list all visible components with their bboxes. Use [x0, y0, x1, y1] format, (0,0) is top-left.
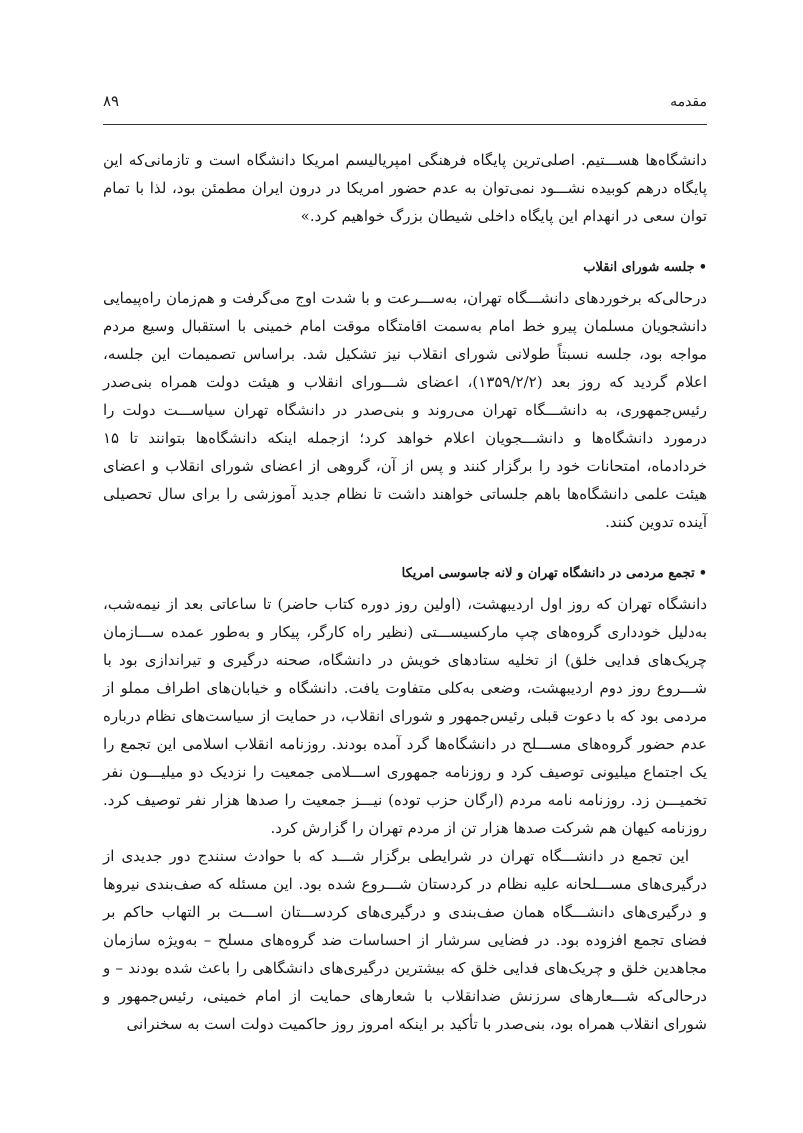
section-heading-public-gathering [103, 562, 707, 586]
page-number: ۸۹ [103, 92, 120, 110]
running-header [103, 92, 707, 118]
paragraph-revolution-council: درحالی‌که برخوردهای دانشـــگاه تهران، به‌ســـرعت و با شدت اوج می‌گرفت و هم‌زمان راه‌پیمایی دانشجویان مسلمان پیرو خط امام به‌سمت اقامتگاه موقت امام خمینی با استقبال وسیع مردم مواجه بود، جلسه نسبتاً طولانی شورای انقلاب نیز تشکیل شد. براساس تصمیمات این جلسه، اعلام گردید که روز بعد (۱۳۵۹/۲/۲)، اعضای شـــورای انقلاب و هیئت دولت همراه بنی‌صدر رئیس‌جمهوری، به دانشـــگاه تهران می‌روند و بنی‌صدر در دانشگاه تهران سیاســـت دولت را درمورد دانشگاه‌ها و دانشـــجویان اعلام خواهد کرد؛ ازجمله اینکه دانشگاه‌ها بتوانند تا ۱۵ خردادماه، امتحانات خود را برگزار کنند و پس از آن، گروهی از اعضای شورای انقلاب و اعضای هیئت علمی دانشگاه‌ها باهم جلساتی خواهند داشت تا نظام جدید آموزشی را برای سال تحصیلی آینده تدوین کنند. [103, 289, 707, 531]
paragraph-gathering-context: این تجمع در دانشـــگاه تهران در شرایطی برگزار شـــد که با حوادث سنندج دور جدیدی از درگیری‌های مســـلحانه علیه نظام در کردستان شـــروع شده بود. این مسئله که صف‌بندی نیروها و درگیری‌های دانشـــگاه همان صف‌بندی و درگیری‌های کردســـتان اســـت بر التهاب حاکم بر فضای تجمع افزوده بود. در فضایی سرشار از احساسات ضد گروه‌های مسلح – به‌ویژه سازمان مجاهدین خلق و چریک‌های فدایی خلق که بیشترین درگیری‌های دانشگاهی را باعث شده بودند – و درحالی‌که شـــعارهای سرزنش ضدانقلاب با شعارهای حمایت از امام خمینی، رئیس‌جمهور و شورای انقلاب همراه بود، بنی‌صدر با تأکید بر اینکه امروز روز حاکمیت دولت است به سخنرانی [103, 847, 707, 1033]
body-text [103, 146, 707, 1038]
paragraph-quote-ending: دانشگاه‌ها هســـتیم. اصلی‌ترین پایگاه فرهنگی امپریالیسم امریکا دانشگاه است و تازمانی‌که این پایگاه درهم کوبیده نشـــود نمی‌توان به عدم حضور امریکا در درون ایران مطمئن بود، لذا با تمام توان سعی در انهدام این پایگاه داخلی شیطان بزرگ خواهیم کرد.» [103, 151, 707, 225]
section-heading-revolution-council [103, 256, 707, 280]
bullet-icon: • [698, 260, 707, 275]
header-divider [103, 124, 707, 125]
paragraph-tehran-university: دانشگاه تهران که روز اول اردیبهشت، (اولین روز دوره کتاب حاضر) تا ساعاتی بعد از نیمه‌شب، به‌دلیل خودداری گروه‌های چپ مارکسیســـتی (نظیر راه کارگر، پیکار و به‌طور عمده ســـازمان چریک‌های فدایی خلق) از تخلیه ستادهای خویش در دانشگاه، صحنه درگیری و تیراندازی بود با شـــروع روز دوم اردیبهشت، وضعی به‌کلی متفاوت یافت. دانشگاه و خیابان‌های اطراف مملو از مردمی بود که با دعوت قبلی رئیس‌جمهور و شورای انقلاب، در حمایت از سیاست‌های نظام درباره عدم حضور گروه‌های مســـلح در دانشگاه‌ها گرد آمده بودند. روزنامه انقلاب اسلامی این تجمع را یک اجتماع میلیونی توصیف کرد و روزنامه جمهوری اســـلامی جمعیت را نزدیک دو میلیـــون نفر تخمیـــن زد. روزنامه نامه مردم (ارگان حزب توده) نیـــز جمعیت را صدها هزار نفر توصیف کرد. روزنامه کیهان هم شرکت صدها هزار تن از مردم تهران را گزارش کرد. [103, 595, 707, 837]
heading-text: جلسه شورای انقلاب [583, 260, 695, 275]
bullet-icon: • [698, 566, 707, 581]
heading-text: تجمع مردمی در دانشگاه تهران و لانه جاسوسی امریکا [401, 566, 695, 581]
chapter-title: مقدمه [670, 94, 707, 110]
